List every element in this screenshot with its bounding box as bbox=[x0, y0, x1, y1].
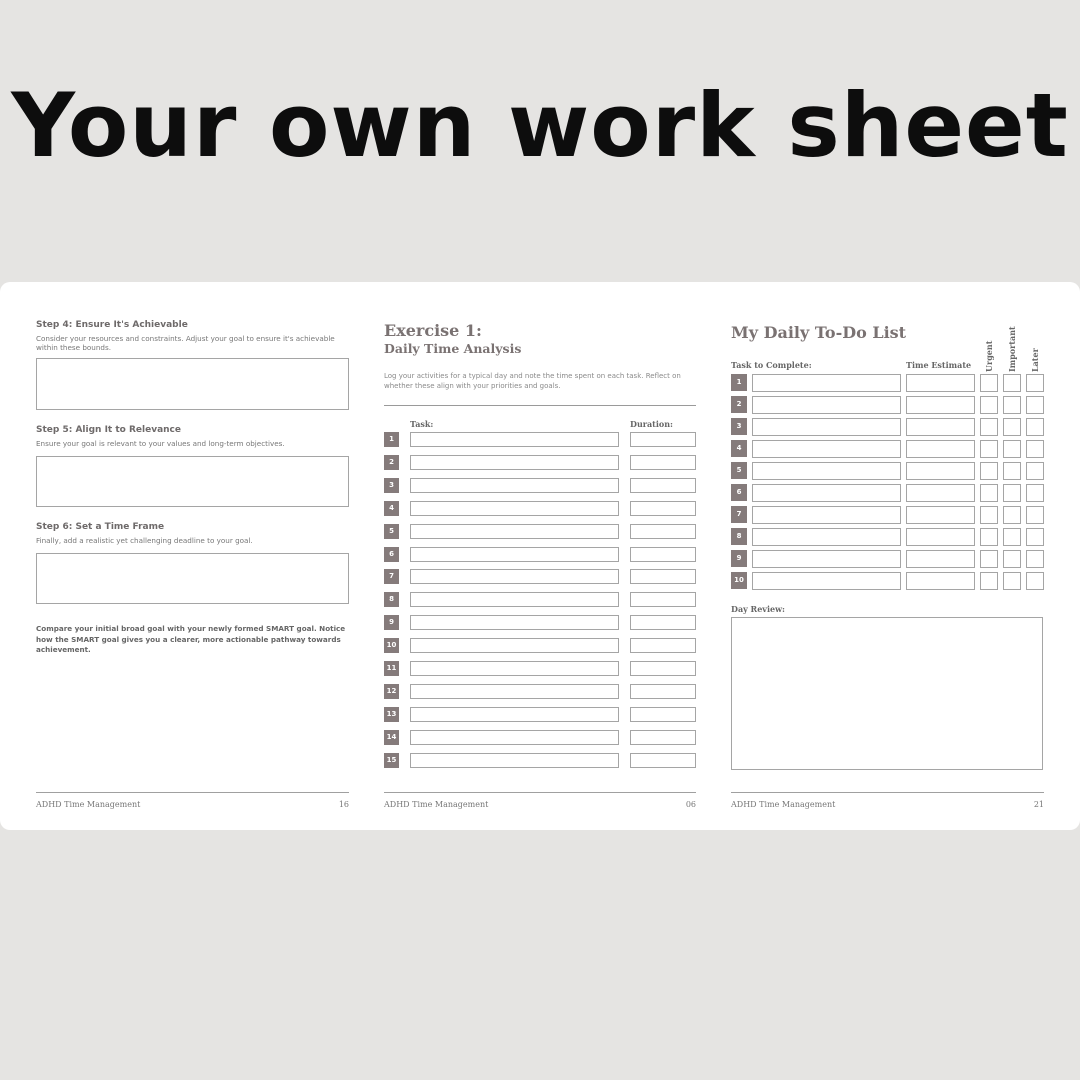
urgent-checkbox[interactable] bbox=[980, 550, 998, 568]
row-number-badge: 7 bbox=[731, 506, 747, 523]
duration-input[interactable] bbox=[630, 524, 696, 539]
later-checkbox[interactable] bbox=[1026, 418, 1044, 436]
footer-title: ADHD Time Management bbox=[731, 800, 836, 809]
row-number-badge: 11 bbox=[384, 661, 399, 676]
row-number-badge: 4 bbox=[384, 501, 399, 516]
duration-input[interactable] bbox=[630, 432, 696, 447]
row-number-badge: 14 bbox=[384, 730, 399, 745]
task-input[interactable] bbox=[410, 730, 619, 745]
later-checkbox[interactable] bbox=[1026, 396, 1044, 414]
step-5-description: Ensure your goal is relevant to your values and long-term objectives. bbox=[36, 439, 285, 448]
time-estimate-input[interactable] bbox=[906, 572, 975, 590]
todo-task-input[interactable] bbox=[752, 374, 901, 392]
todo-task-input[interactable] bbox=[752, 440, 901, 458]
day-review-label: Day Review: bbox=[731, 604, 785, 614]
row-number-badge: 3 bbox=[384, 478, 399, 493]
important-checkbox[interactable] bbox=[1003, 550, 1021, 568]
row-number-badge: 1 bbox=[384, 432, 399, 447]
todo-task-input[interactable] bbox=[752, 572, 901, 590]
later-checkbox[interactable] bbox=[1026, 528, 1044, 546]
todo-task-input[interactable] bbox=[752, 550, 901, 568]
task-column-label: Task: bbox=[410, 419, 434, 429]
row-number-badge: 7 bbox=[384, 569, 399, 584]
urgent-checkbox[interactable] bbox=[980, 418, 998, 436]
row-number-badge: 15 bbox=[384, 753, 399, 768]
later-label: Later bbox=[1030, 348, 1040, 372]
page-daily-time-analysis bbox=[384, 282, 696, 830]
todo-task-input[interactable] bbox=[752, 506, 901, 524]
important-checkbox[interactable] bbox=[1003, 484, 1021, 502]
task-input[interactable] bbox=[410, 432, 619, 447]
header-divider bbox=[384, 405, 696, 406]
page-number: 06 bbox=[685, 800, 696, 809]
duration-input[interactable] bbox=[630, 707, 696, 722]
time-estimate-input[interactable] bbox=[906, 440, 975, 458]
step-4-answer-box[interactable] bbox=[36, 358, 349, 410]
page-number: 16 bbox=[338, 800, 349, 809]
task-input[interactable] bbox=[410, 478, 619, 493]
important-checkbox[interactable] bbox=[1003, 374, 1021, 392]
row-number-badge: 9 bbox=[384, 615, 399, 630]
step-6-title: Step 6: Set a Time Frame bbox=[36, 522, 165, 532]
page-number: 21 bbox=[1033, 800, 1044, 809]
task-input[interactable] bbox=[410, 684, 619, 699]
task-input[interactable] bbox=[410, 615, 619, 630]
task-input[interactable] bbox=[410, 455, 619, 470]
step-5-title: Step 5: Align It to Relevance bbox=[36, 425, 181, 435]
task-to-complete-label: Task to Complete: bbox=[731, 360, 812, 370]
time-estimate-input[interactable] bbox=[906, 396, 975, 414]
step-5-answer-box[interactable] bbox=[36, 456, 349, 507]
time-estimate-input[interactable] bbox=[906, 506, 975, 524]
row-number-badge: 5 bbox=[731, 462, 747, 479]
task-input[interactable] bbox=[410, 753, 619, 768]
duration-input[interactable] bbox=[630, 730, 696, 745]
day-review-box[interactable] bbox=[731, 617, 1043, 770]
important-checkbox[interactable] bbox=[1003, 440, 1021, 458]
row-number-badge: 13 bbox=[384, 707, 399, 722]
step-6-answer-box[interactable] bbox=[36, 553, 349, 604]
duration-input[interactable] bbox=[630, 569, 696, 584]
later-checkbox[interactable] bbox=[1026, 506, 1044, 524]
duration-column-label: Duration: bbox=[630, 419, 673, 429]
task-input[interactable] bbox=[410, 661, 619, 676]
time-estimate-input[interactable] bbox=[906, 374, 975, 392]
urgent-checkbox[interactable] bbox=[980, 484, 998, 502]
later-checkbox[interactable] bbox=[1026, 440, 1044, 458]
row-number-badge: 12 bbox=[384, 684, 399, 699]
duration-input[interactable] bbox=[630, 638, 696, 653]
todo-task-input[interactable] bbox=[752, 396, 901, 414]
step-6-description: Finally, add a realistic yet challenging deadline to your goal. bbox=[36, 536, 253, 545]
footer-divider bbox=[731, 792, 1044, 793]
row-number-badge: 10 bbox=[731, 572, 747, 589]
urgent-checkbox[interactable] bbox=[980, 528, 998, 546]
time-estimate-input[interactable] bbox=[906, 528, 975, 546]
todo-title: My Daily To-Do List bbox=[731, 323, 907, 342]
time-estimate-input[interactable] bbox=[906, 550, 975, 568]
task-input[interactable] bbox=[410, 524, 619, 539]
exercise-subtitle: Daily Time Analysis bbox=[384, 341, 522, 356]
important-checkbox[interactable] bbox=[1003, 462, 1021, 480]
step-4-title: Step 4: Ensure It's Achievable bbox=[36, 320, 188, 330]
headline: Your own work sheet bbox=[11, 74, 1069, 177]
worksheet-spread bbox=[0, 282, 1080, 830]
footer-divider bbox=[36, 792, 349, 793]
footer-title: ADHD Time Management bbox=[36, 800, 141, 809]
task-input[interactable] bbox=[410, 547, 619, 562]
step-4-description: Consider your resources and constraints. Adjust your goal to ensure it's achievable within these bounds. bbox=[36, 334, 335, 352]
row-number-badge: 2 bbox=[731, 396, 747, 413]
compare-note: Compare your initial broad goal with your newly formed SMART goal. Notice how the SMART goal gives you a clearer, more actionable pathway towards achievement. bbox=[36, 624, 346, 654]
task-input[interactable] bbox=[410, 592, 619, 607]
duration-input[interactable] bbox=[630, 455, 696, 470]
row-number-badge: 1 bbox=[731, 374, 747, 391]
exercise-description: Log your activities for a typical day and note the time spent on each task. Reflect on whether these align with your priorities and goals. bbox=[384, 372, 681, 390]
task-input[interactable] bbox=[410, 707, 619, 722]
urgent-checkbox[interactable] bbox=[980, 440, 998, 458]
time-estimate-input[interactable] bbox=[906, 462, 975, 480]
later-checkbox[interactable] bbox=[1026, 462, 1044, 480]
later-checkbox[interactable] bbox=[1026, 374, 1044, 392]
later-checkbox[interactable] bbox=[1026, 484, 1044, 502]
row-number-badge: 8 bbox=[731, 528, 747, 545]
row-number-badge: 8 bbox=[384, 592, 399, 607]
page-daily-todo bbox=[731, 282, 1044, 830]
important-checkbox[interactable] bbox=[1003, 572, 1021, 590]
urgent-checkbox[interactable] bbox=[980, 396, 998, 414]
important-checkbox[interactable] bbox=[1003, 528, 1021, 546]
todo-task-input[interactable] bbox=[752, 484, 901, 502]
row-number-badge: 9 bbox=[731, 550, 747, 567]
row-number-badge: 6 bbox=[731, 484, 747, 501]
important-checkbox[interactable] bbox=[1003, 506, 1021, 524]
important-checkbox[interactable] bbox=[1003, 396, 1021, 414]
row-number-badge: 2 bbox=[384, 455, 399, 470]
urgent-label: Urgent bbox=[984, 340, 994, 372]
duration-input[interactable] bbox=[630, 592, 696, 607]
later-checkbox[interactable] bbox=[1026, 550, 1044, 568]
later-checkbox[interactable] bbox=[1026, 572, 1044, 590]
footer-divider bbox=[384, 792, 696, 793]
duration-input[interactable] bbox=[630, 615, 696, 630]
duration-input[interactable] bbox=[630, 478, 696, 493]
todo-task-input[interactable] bbox=[752, 528, 901, 546]
page-smart-goal bbox=[36, 282, 349, 830]
duration-input[interactable] bbox=[630, 753, 696, 768]
row-number-badge: 5 bbox=[384, 524, 399, 539]
urgent-checkbox[interactable] bbox=[980, 506, 998, 524]
row-number-badge: 3 bbox=[731, 418, 747, 435]
urgent-checkbox[interactable] bbox=[980, 374, 998, 392]
duration-input[interactable] bbox=[630, 684, 696, 699]
task-input[interactable] bbox=[410, 638, 619, 653]
footer-title: ADHD Time Management bbox=[384, 800, 489, 809]
time-estimate-input[interactable] bbox=[906, 418, 975, 436]
task-input[interactable] bbox=[410, 569, 619, 584]
task-input[interactable] bbox=[410, 501, 619, 516]
time-estimate-input[interactable] bbox=[906, 484, 975, 502]
duration-input[interactable] bbox=[630, 501, 696, 516]
duration-input[interactable] bbox=[630, 661, 696, 676]
time-estimate-label: Time Estimate bbox=[906, 360, 972, 370]
important-label: Important bbox=[1007, 326, 1017, 372]
important-checkbox[interactable] bbox=[1003, 418, 1021, 436]
urgent-checkbox[interactable] bbox=[980, 572, 998, 590]
todo-task-input[interactable] bbox=[752, 418, 901, 436]
row-number-badge: 10 bbox=[384, 638, 399, 653]
todo-task-input[interactable] bbox=[752, 462, 901, 480]
row-number-badge: 4 bbox=[731, 440, 747, 457]
duration-input[interactable] bbox=[630, 547, 696, 562]
urgent-checkbox[interactable] bbox=[980, 462, 998, 480]
row-number-badge: 6 bbox=[384, 547, 399, 562]
exercise-title: Exercise 1: bbox=[384, 321, 482, 340]
